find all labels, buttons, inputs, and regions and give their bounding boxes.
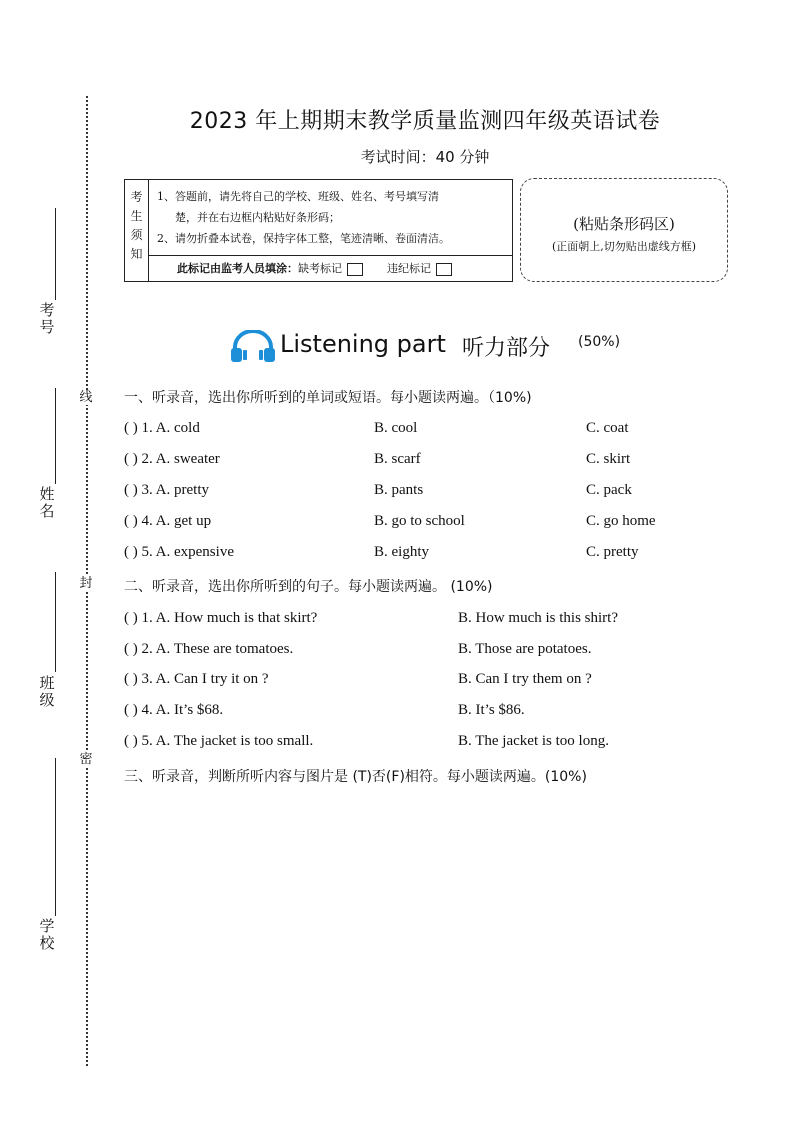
s2-q1-b: B. How much is this shirt? [458, 610, 618, 626]
absent-checkbox[interactable] [347, 263, 363, 276]
class-line [55, 572, 56, 672]
school-label: 学校 [39, 917, 55, 952]
name-line [55, 388, 56, 484]
s1-q1-a: ( ) 1. A. cold [124, 420, 200, 436]
s1-q4-b: B. go to school [374, 513, 465, 529]
s1-q1-c: C. coat [586, 420, 629, 436]
name-label: 姓名 [39, 485, 55, 520]
s1-q4-c: C. go home [586, 513, 656, 529]
s1-q3-b: B. pants [374, 482, 424, 498]
s2-q1-a: ( ) 1. A. How much is that skirt? [124, 610, 318, 626]
s2-q4-a: ( ) 4. A. It’s $68. [124, 702, 224, 718]
s1-q5-b: B. eighty [374, 544, 429, 560]
s2-q2-a: ( ) 2. A. These are tomatoes. [124, 641, 294, 657]
notice-footer: 此标记由监考人员填涂：缺考标记 违纪标记 [149, 255, 512, 282]
s1-q3-c: C. pack [586, 482, 632, 498]
listening-title-en: Listening part [280, 330, 446, 358]
s1-q2-a: ( ) 2. A. sweater [124, 451, 220, 467]
notice-label: 考 生 须 知 [125, 180, 149, 281]
s2-q3-b: B. Can I try them on ? [458, 671, 592, 687]
page-title: 2023 年上期期末教学质量监测四年级英语试卷 [189, 109, 661, 134]
s1-q5-a: ( ) 5. A. expensive [124, 544, 234, 560]
exam-time: 考试时间：40 分钟 [360, 148, 490, 166]
s2-q5-b: B. The jacket is too long. [458, 733, 609, 749]
s1-q3-a: ( ) 3. A. pretty [124, 482, 209, 498]
barcode-note: (正面朝上,切勿贴出虚线方框) [551, 240, 697, 253]
s2-q2-b: B. Those are potatoes. [458, 641, 592, 657]
school-line [55, 758, 56, 916]
s1-q4-a: ( ) 4. A. get up [124, 513, 212, 529]
s1-q2-b: B. scarf [374, 451, 421, 467]
barcode-area [520, 178, 728, 282]
section3-title: 三、听录音，判断所听内容与图片是 (T)否(F)相符。每小题读两遍。(10%) [124, 769, 587, 785]
seal-seal-char: 封 [79, 576, 93, 591]
s2-q3-a: ( ) 3. A. Can I try it on ? [124, 671, 269, 687]
headphones-icon [230, 330, 276, 362]
candidate-notice-box [124, 179, 513, 282]
seal-secret-char: 密 [79, 752, 93, 767]
s2-q5-a: ( ) 5. A. The jacket is too small. [124, 733, 314, 749]
s1-q2-c: C. skirt [586, 451, 631, 467]
s1-q5-c: C. pretty [586, 544, 639, 560]
listening-title-cn: 听力部分 [462, 336, 551, 361]
s2-q4-b: B. It’s $86. [458, 702, 525, 718]
exam-number-line [55, 208, 56, 300]
class-label: 班级 [39, 674, 55, 709]
section2-title: 二、听录音，选出你所听到的句子。每小题读两遍。 (10%) [124, 579, 493, 595]
s1-q1-b: B. cool [374, 420, 418, 436]
notice-body: 1、答题前，请先将自己的学校、班级、姓名、考号填写清 楚，并在右边框内粘贴好条形码； 2、请勿折叠本试卷，保持字体工整，笔迹清晰、卷面清洁。 [157, 190, 450, 245]
barcode-title: (粘贴条形码区) [573, 215, 675, 233]
violation-checkbox[interactable] [436, 263, 452, 276]
seal-line-char: 线 [79, 390, 93, 405]
exam-number-label: 考号 [39, 301, 55, 336]
listening-percent: (50%) [578, 334, 621, 350]
section1-title: 一、听录音，选出你所听到的单词或短语。每小题读两遍。（10%) [124, 390, 532, 406]
